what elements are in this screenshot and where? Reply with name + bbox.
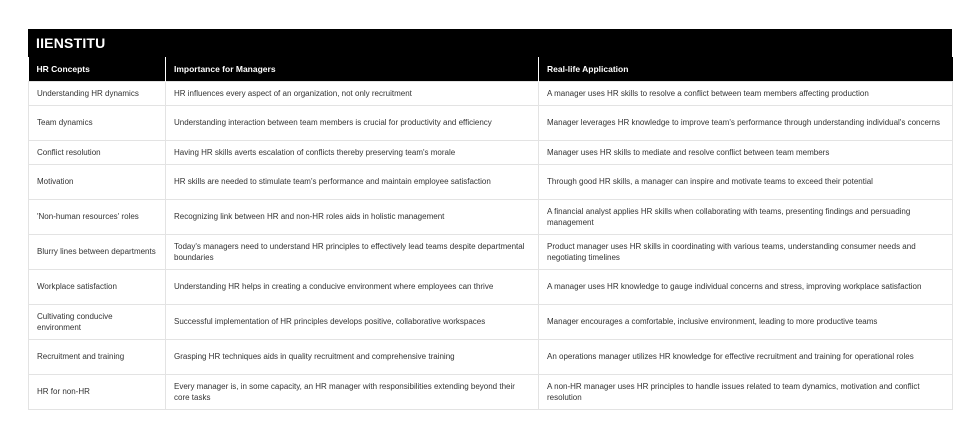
header-hr-concepts: HR Concepts <box>29 57 166 82</box>
cell-application: Manager leverages HR knowledge to improve team's performance through understanding individual's concerns <box>539 106 953 141</box>
cell-hr-concept: Team dynamics <box>29 106 166 141</box>
header-importance-for-managers: Importance for Managers <box>166 57 539 82</box>
table-row <box>29 106 953 141</box>
cell-application: Through good HR skills, a manager can inspire and motivate teams to exceed their potential <box>539 165 953 200</box>
cell-application: An operations manager utilizes HR knowledge for effective recruitment and training for operational roles <box>539 340 953 375</box>
cell-application: Manager uses HR skills to mediate and resolve conflict between team members <box>539 141 953 165</box>
table-header-row <box>29 57 953 82</box>
header-real-life-application: Real-life Application <box>539 57 953 82</box>
cell-application: Manager encourages a comfortable, inclusive environment, leading to more productive teams <box>539 305 953 340</box>
table-row <box>29 340 953 375</box>
cell-hr-concept: Workplace satisfaction <box>29 270 166 305</box>
cell-importance: Every manager is, in some capacity, an HR manager with responsibilities extending beyond their core tasks <box>166 375 539 410</box>
brand-title: IIENSTITU <box>28 29 952 57</box>
cell-importance: Having HR skills averts escalation of conflicts thereby preserving team's morale <box>166 141 539 165</box>
cell-hr-concept: HR for non-HR <box>29 375 166 410</box>
cell-hr-concept: Blurry lines between departments <box>29 235 166 270</box>
cell-application: A non-HR manager uses HR principles to handle issues related to team dynamics, motivation and conflict resolution <box>539 375 953 410</box>
table-row <box>29 375 953 410</box>
cell-importance: Recognizing link between HR and non-HR roles aids in holistic management <box>166 200 539 235</box>
cell-application: Product manager uses HR skills in coordinating with various teams, understanding consumer needs and negotiating timelines <box>539 235 953 270</box>
table-row <box>29 270 953 305</box>
cell-hr-concept: 'Non-human resources' roles <box>29 200 166 235</box>
table-row <box>29 200 953 235</box>
table-row <box>29 82 953 106</box>
cell-importance: Understanding HR helps in creating a conducive environment where employees can thrive <box>166 270 539 305</box>
cell-importance: HR skills are needed to stimulate team's performance and maintain employee satisfaction <box>166 165 539 200</box>
cell-importance: HR influences every aspect of an organization, not only recruitment <box>166 82 539 106</box>
cell-hr-concept: Recruitment and training <box>29 340 166 375</box>
hr-table-card <box>28 29 952 410</box>
cell-importance: Today's managers need to understand HR principles to effectively lead teams despite departmental boundaries <box>166 235 539 270</box>
table-row <box>29 141 953 165</box>
hr-concepts-table <box>28 57 953 410</box>
cell-hr-concept: Understanding HR dynamics <box>29 82 166 106</box>
cell-application: A financial analyst applies HR skills when collaborating with teams, presenting findings and persuading management <box>539 200 953 235</box>
cell-hr-concept: Cultivating conducive environment <box>29 305 166 340</box>
cell-hr-concept: Motivation <box>29 165 166 200</box>
cell-hr-concept: Conflict resolution <box>29 141 166 165</box>
cell-importance: Successful implementation of HR principles develops positive, collaborative workspaces <box>166 305 539 340</box>
cell-application: A manager uses HR skills to resolve a conflict between team members affecting production <box>539 82 953 106</box>
cell-importance: Grasping HR techniques aids in quality recruitment and comprehensive training <box>166 340 539 375</box>
cell-application: A manager uses HR knowledge to gauge individual concerns and stress, improving workplace satisfaction <box>539 270 953 305</box>
cell-importance: Understanding interaction between team members is crucial for productivity and efficiency <box>166 106 539 141</box>
table-row <box>29 165 953 200</box>
table-row <box>29 305 953 340</box>
table-row <box>29 235 953 270</box>
